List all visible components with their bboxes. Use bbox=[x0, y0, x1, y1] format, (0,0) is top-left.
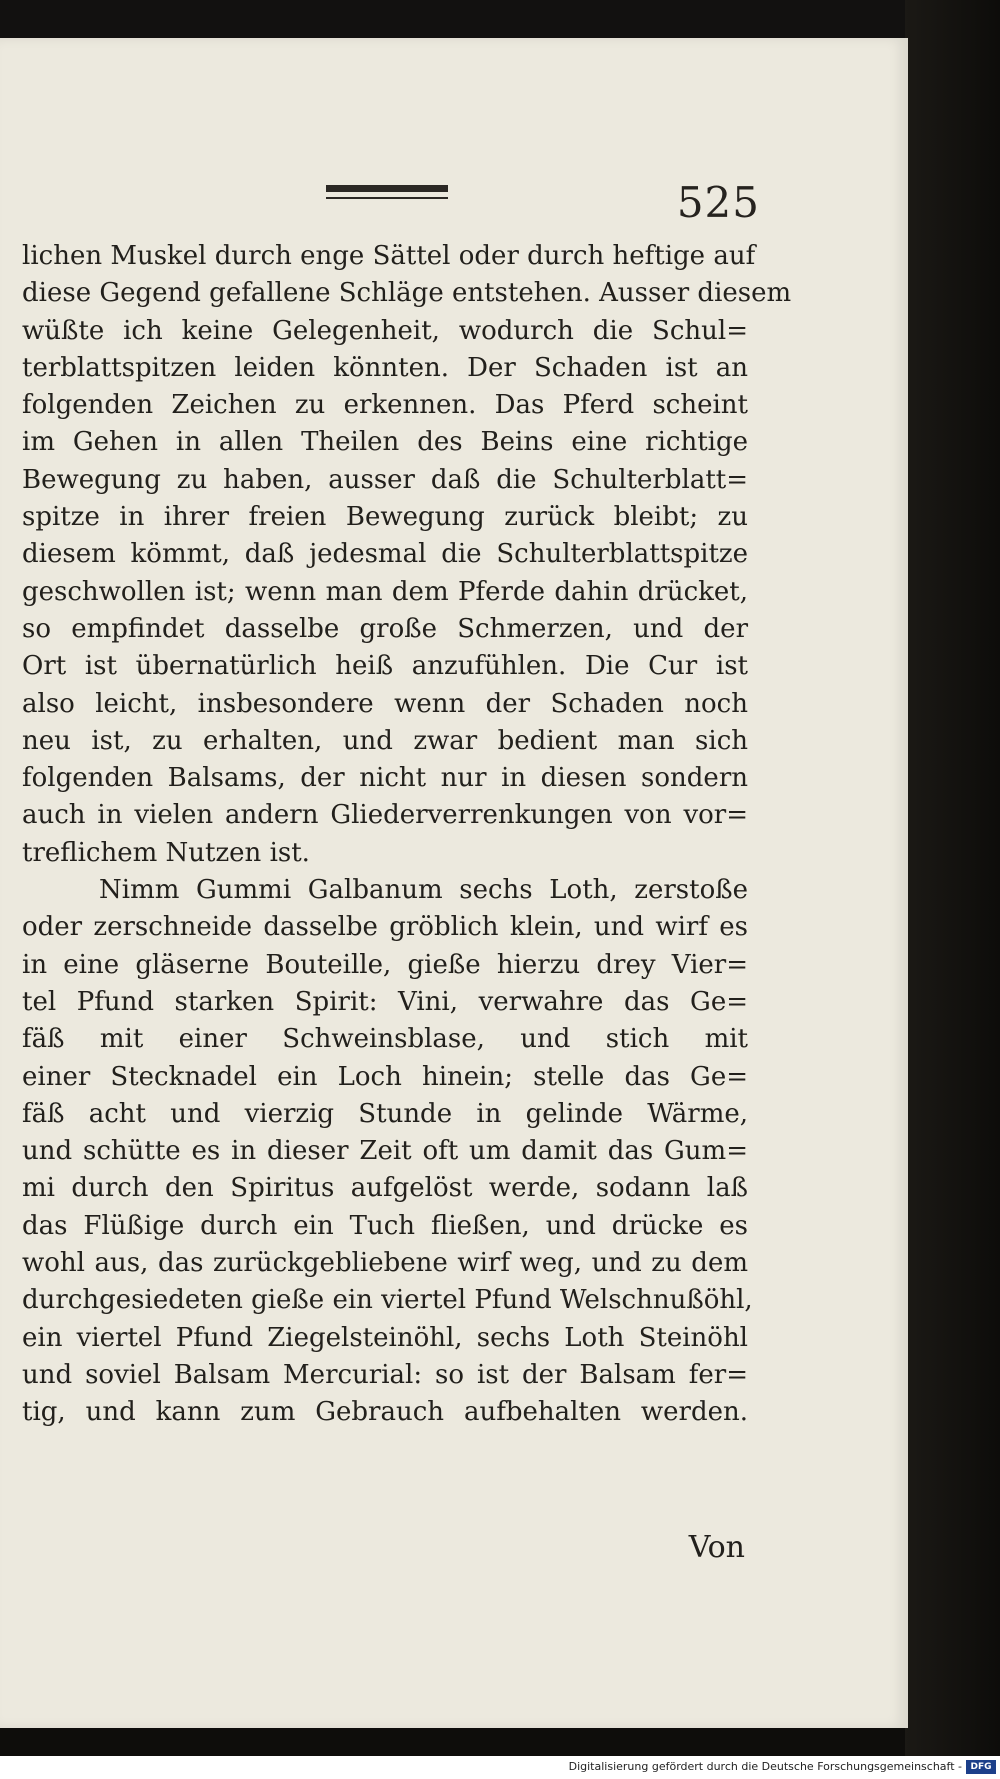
text-line: neu ist, zu erhalten, und zwar bedient man sich bbox=[22, 725, 748, 756]
footer-bar bbox=[0, 1756, 1000, 1779]
text-line: durchgesiedeten gieße ein viertel Pfund Welschnußöhl, bbox=[22, 1285, 753, 1316]
book-page bbox=[0, 38, 908, 1728]
dfg-logo: DFG bbox=[966, 1760, 996, 1774]
text-line: auch in vielen andern Gliederverrenkungen von vor= bbox=[22, 800, 748, 831]
text-line: wohl aus, das zurückgebliebene wirf weg, und zu dem bbox=[22, 1248, 748, 1279]
catchword: Von bbox=[688, 1530, 745, 1565]
text-line: folgenden Balsams, der nicht nur in diesen sondern bbox=[22, 763, 748, 794]
text-line: folgenden Zeichen zu erkennen. Das Pferd scheint bbox=[22, 390, 748, 421]
text-line: fäß acht und vierzig Stunde in gelinde Wärme, bbox=[22, 1098, 748, 1129]
text-line: spitze in ihrer freien Bewegung zurück bleibt; zu bbox=[22, 502, 748, 533]
text-line: mi durch den Spiritus aufgelöst werde, sodann laß bbox=[22, 1173, 748, 1204]
text-line: Nimm Gummi Galbanum sechs Loth, zerstoße bbox=[99, 875, 748, 906]
text-line: das Flüßige durch ein Tuch fließen, und drücke es bbox=[22, 1210, 748, 1241]
text-line: Ort ist übernatürlich heiß anzufühlen. Die Cur ist bbox=[22, 651, 748, 682]
header-rule bbox=[326, 185, 448, 199]
text-line: in eine gläserne Bouteille, gieße hierzu drey Vier= bbox=[22, 949, 748, 980]
header-rule-thick bbox=[326, 185, 448, 192]
text-line: und schütte es in dieser Zeit oft um damit das Gum= bbox=[22, 1136, 748, 1167]
text-line: fäß mit einer Schweinsblase, und stich mit bbox=[22, 1024, 748, 1055]
page-number: 525 bbox=[676, 178, 760, 227]
text-line: also leicht, insbesondere wenn der Schaden noch bbox=[22, 688, 748, 719]
text-line: im Gehen in allen Theilen des Beins eine richtige bbox=[22, 427, 748, 458]
text-line: Bewegung zu haben, ausser daß die Schulterblatt= bbox=[22, 464, 748, 495]
text-line: tel Pfund starken Spirit: Vini, verwahre das Ge= bbox=[22, 986, 748, 1017]
text-line: und soviel Balsam Mercurial: so ist der Balsam fer= bbox=[22, 1359, 748, 1390]
text-line: oder zerschneide dasselbe gröblich klein, und wirf es bbox=[22, 912, 748, 943]
scan-border-right bbox=[905, 0, 1000, 1779]
text-line: diesem kömmt, daß jedesmal die Schulterblattspitze bbox=[22, 539, 748, 570]
scan-border-top bbox=[0, 0, 1000, 40]
body-text bbox=[22, 238, 792, 1432]
text-line: lichen Muskel durch enge Sättel oder durch heftige auf bbox=[22, 241, 756, 271]
text-line: geschwollen ist; wenn man dem Pferde dahin drücket, bbox=[22, 576, 748, 607]
header-rule-thin bbox=[326, 197, 448, 199]
text-line: diese Gegend gefallene Schläge entstehen. Ausser diesem bbox=[22, 278, 792, 309]
text-line: treflichem Nutzen ist. bbox=[22, 837, 310, 868]
text-line: ein viertel Pfund Ziegelsteinöhl, sechs Loth Steinöhl bbox=[22, 1322, 748, 1353]
text-line: terblattspitzen leiden könnten. Der Schaden ist an bbox=[22, 352, 748, 383]
text-line: wüßte ich keine Gelegenheit, wodurch die Schul= bbox=[22, 315, 748, 346]
text-line: so empfindet dasselbe große Schmerzen, und der bbox=[22, 613, 748, 644]
funding-credit: Digitalisierung gefördert durch die Deutsche Forschungsgemeinschaft - bbox=[568, 1760, 962, 1773]
text-line: einer Stecknadel ein Loch hinein; stelle das Ge= bbox=[22, 1061, 748, 1092]
text-line: tig, und kann zum Gebrauch aufbehalten werden. bbox=[22, 1397, 748, 1428]
